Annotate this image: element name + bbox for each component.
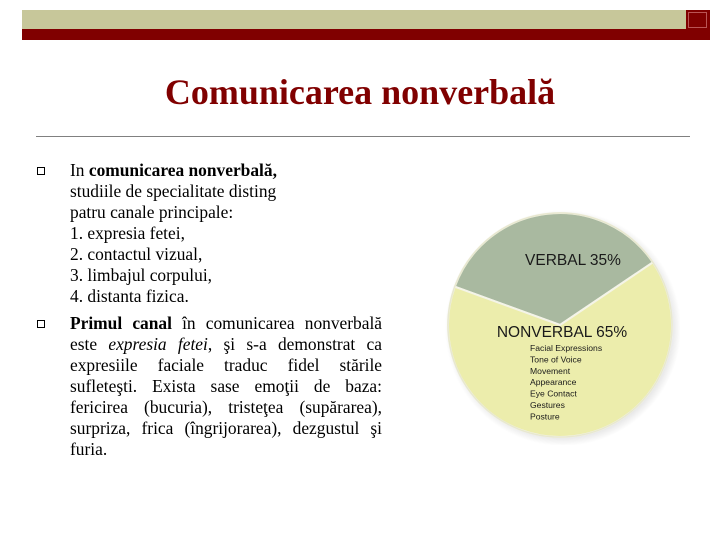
- header-olive-band: [22, 10, 686, 30]
- bullet-2-bold: Primul canal: [70, 313, 172, 333]
- nonverbal-item-label: Gestures: [530, 400, 565, 410]
- bullet-1-line-4: 2. contactul vizual,: [70, 244, 203, 264]
- header-red-band: [22, 29, 710, 40]
- bullet-list: [30, 160, 382, 466]
- bullet-item-1: [30, 160, 382, 307]
- title-divider: [36, 136, 690, 137]
- header-corner-inner: [688, 12, 707, 28]
- header-decoration: [0, 0, 720, 40]
- nonverbal-item-label: Tone of Voice: [530, 354, 582, 365]
- slide-title: Comunicarea nonverbală: [164, 72, 556, 112]
- square-bullet-icon: [37, 320, 45, 328]
- bullet-1-line-3: 1. expresia fetei,: [70, 223, 185, 243]
- square-bullet-icon: [37, 167, 45, 175]
- pie-chart-svg: [440, 205, 680, 445]
- bullet-1-prefix: In: [70, 160, 89, 180]
- nonverbal-item-label: Movement: [530, 365, 571, 376]
- bullet-1-line-5: 3. limbajul corpului,: [70, 265, 213, 285]
- nonverbal-item-label: Appearance: [530, 377, 577, 388]
- bullet-1-line-6: 4. distanta fizica.: [70, 286, 189, 306]
- nonverbal-item-label: Facial Expressions: [530, 343, 603, 353]
- bullet-2-italic: expresia fetei: [108, 334, 208, 354]
- bullet-1-bold: comunicarea nonverbală,: [88, 160, 277, 180]
- bullet-2-text-1: în comunicarea nonverbală este: [70, 313, 383, 354]
- slice-label-nonverbal: NONVERBAL 65%: [496, 324, 628, 341]
- bullet-1-line-1: studiile de specialitate disting: [70, 181, 277, 201]
- bullet-2-text-2: , şi s-a demonstrat ca expresiile faciale traduc fidel stările sufleteşti. Exista sase emoţii de baza: fericirea (bucuria), tristeţea (supărarea), surpriza, frica (îngrijorarea), dezgustul şi furia.: [70, 334, 382, 459]
- pie-chart: [440, 205, 680, 445]
- nonverbal-item-label: Eye Contact: [530, 388, 577, 399]
- nonverbal-item-label: Posture: [530, 411, 560, 422]
- bullet-1-line-2: patru canale principale:: [70, 202, 234, 222]
- bullet-item-2: [30, 313, 382, 460]
- slice-label-verbal: VERBAL 35%: [525, 252, 621, 269]
